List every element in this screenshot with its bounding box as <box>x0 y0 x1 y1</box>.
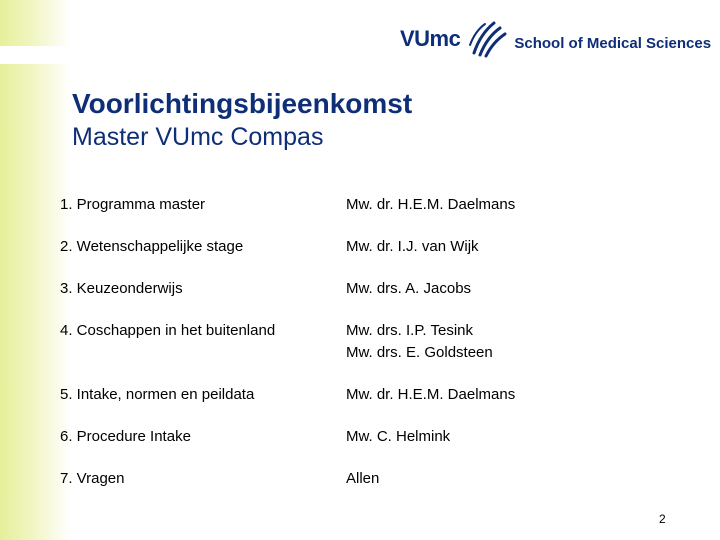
agenda-speakers <box>346 320 493 364</box>
agenda-speakers <box>346 278 471 300</box>
agenda-speaker: Mw. C. Helmink <box>346 428 451 445</box>
page-number: 2 <box>659 512 666 526</box>
agenda-speakers <box>346 384 515 406</box>
agenda-speakers <box>346 194 515 216</box>
agenda-topic: 1. Programma master <box>60 196 206 213</box>
agenda-row <box>60 236 680 258</box>
slide-header <box>0 0 720 80</box>
agenda-topic: 3. Keuzeonderwijs <box>60 280 183 297</box>
agenda-speaker: Mw. drs. E. Goldsteen <box>346 344 493 361</box>
agenda-topic: 7. Vragen <box>60 470 125 487</box>
agenda-topic: 4. Coschappen in het buitenland <box>60 322 276 339</box>
agenda-row <box>60 426 680 448</box>
agenda-row <box>60 320 680 364</box>
agenda-speaker: Mw. dr. H.E.M. Daelmans <box>346 196 516 213</box>
agenda-topic: 5. Intake, normen en peildata <box>60 386 255 403</box>
agenda-speaker: Allen <box>346 470 380 487</box>
agenda-topic: 6. Procedure Intake <box>60 428 191 445</box>
agenda-row <box>60 468 680 490</box>
agenda-row <box>60 194 680 216</box>
agenda-speakers <box>346 236 479 258</box>
logo-wordmark: VUmc <box>400 26 461 51</box>
agenda-list <box>60 194 680 510</box>
slide-subtitle: Master VUmc Compas <box>72 123 324 151</box>
agenda-topic: 2. Wetenschappelijke stage <box>60 238 244 255</box>
agenda-row <box>60 278 680 300</box>
agenda-speaker: Mw. drs. A. Jacobs <box>346 280 472 297</box>
school-name: School of Medical Sciences <box>514 34 712 52</box>
agenda-row <box>60 384 680 406</box>
agenda-speakers <box>346 468 379 490</box>
slide-title: Voorlichtingsbijeenkomst <box>72 88 413 119</box>
vumc-logo <box>400 14 711 64</box>
agenda-speaker: Mw. dr. H.E.M. Daelmans <box>346 386 516 403</box>
agenda-speaker: Mw. dr. I.J. van Wijk <box>346 238 479 255</box>
vumc-swirl-icon <box>468 19 508 59</box>
agenda-speakers <box>346 426 450 448</box>
agenda-speaker: Mw. drs. I.P. Tesink <box>346 322 473 339</box>
